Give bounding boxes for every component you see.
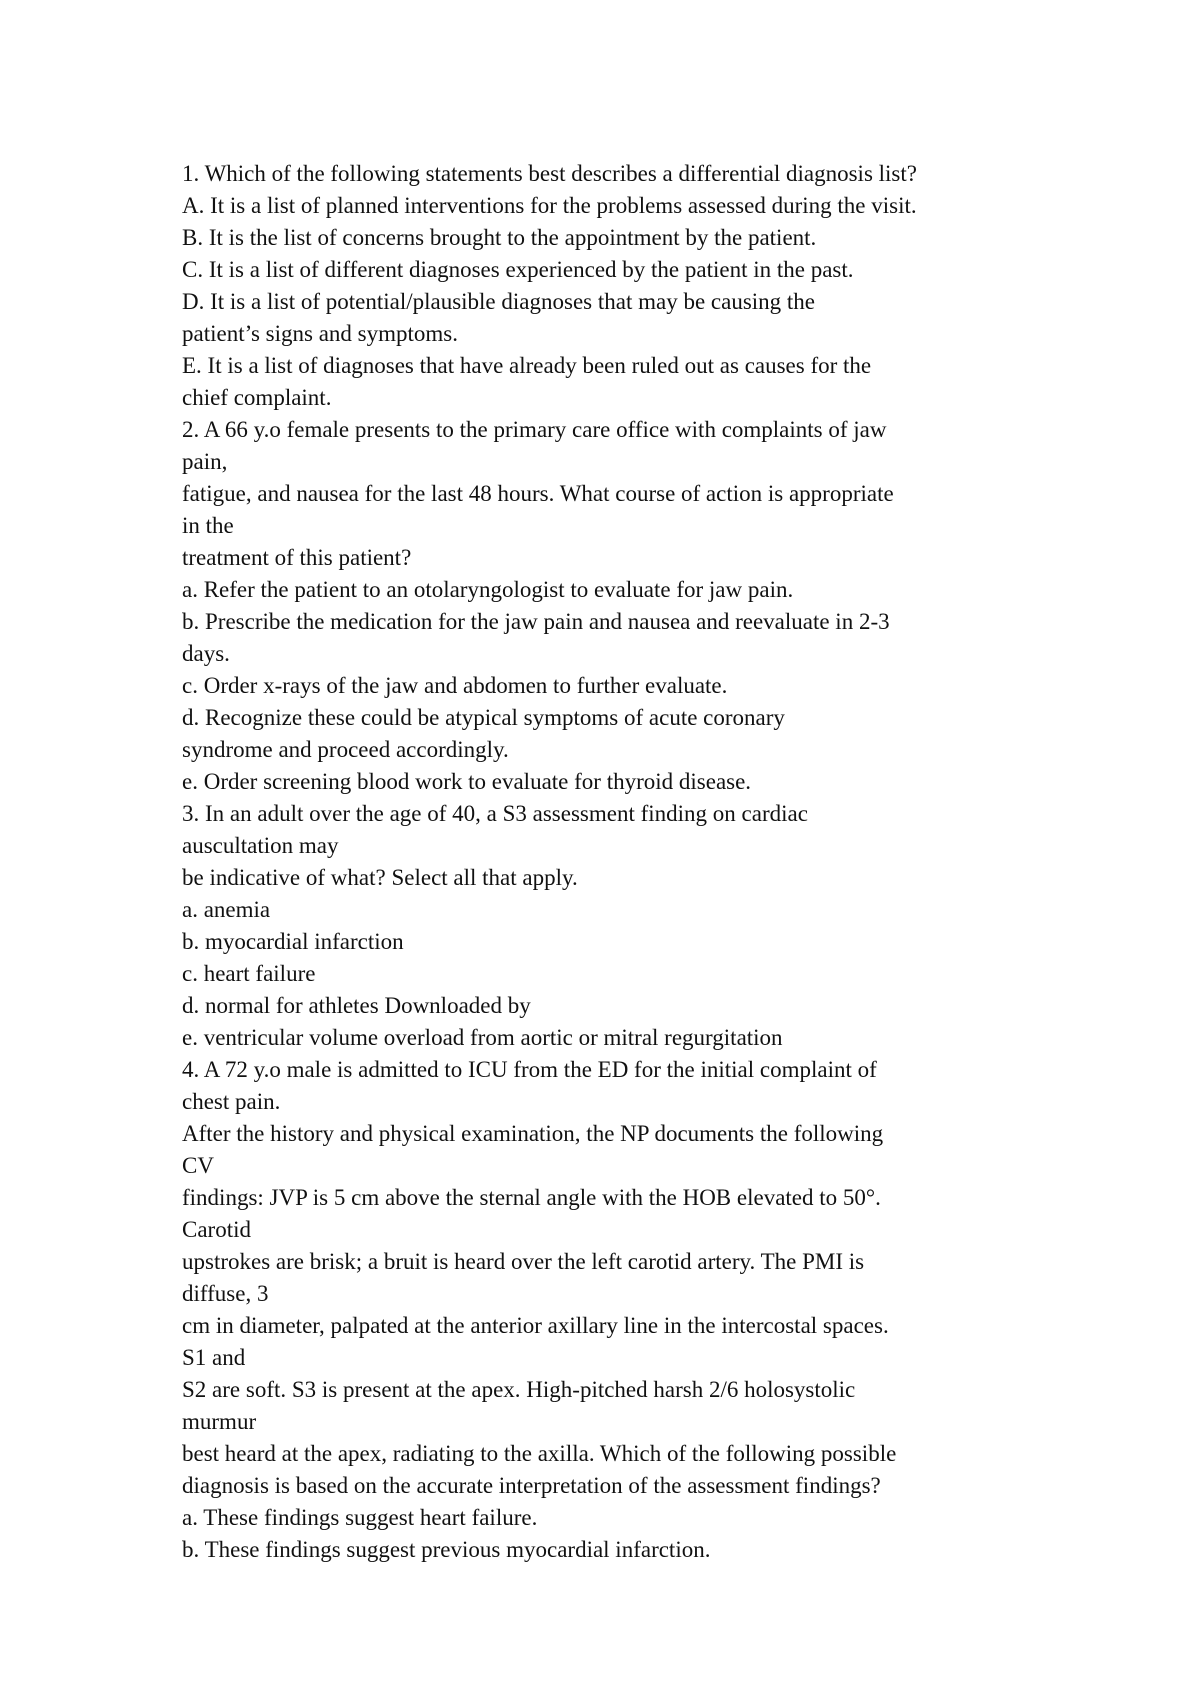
q4-question-cont: Carotid (182, 1217, 251, 1242)
q3-question-cont: be indicative of what? Select all that apply. (182, 865, 578, 890)
q4-question-cont: findings: JVP is 5 cm above the sternal angle with the HOB elevated to 50°. (182, 1185, 881, 1210)
q4-question-cont: diagnosis is based on the accurate interpretation of the assessment findings? (182, 1473, 881, 1498)
q4-option-a: a. These findings suggest heart failure. (182, 1505, 538, 1530)
q4-question-cont: S1 and (182, 1345, 246, 1370)
q3-option-e: e. ventricular volume overload from aortic or mitral regurgitation (182, 1025, 783, 1050)
q3-option-b: b. myocardial infarction (182, 929, 404, 954)
q1-option-a: A. It is a list of planned interventions for the problems assessed during the visit. (182, 193, 917, 218)
q4-question-cont: best heard at the apex, radiating to the axilla. Which of the following possible (182, 1441, 897, 1466)
q1-question: 1. Which of the following statements best describes a differential diagnosis list? (182, 161, 917, 186)
q2-option-c: c. Order x-rays of the jaw and abdomen to further evaluate. (182, 673, 728, 698)
q4-question-cont: cm in diameter, palpated at the anterior axillary line in the intercostal spaces. (182, 1313, 889, 1338)
q1-option-b: B. It is the list of concerns brought to the appointment by the patient. (182, 225, 817, 250)
q4-question-cont: diffuse, 3 (182, 1281, 269, 1306)
q1-option-d: D. It is a list of potential/plausible diagnoses that may be causing the (182, 289, 816, 314)
q2-option-a: a. Refer the patient to an otolaryngologist to evaluate for jaw pain. (182, 577, 794, 602)
q4-option-b: b. These findings suggest previous myocardial infarction. (182, 1537, 711, 1562)
q2-question-cont: treatment of this patient? (182, 545, 412, 570)
q3-question-cont: auscultation may (182, 833, 339, 858)
q3-option-d: d. normal for athletes Downloaded by (182, 993, 531, 1018)
q4-question-cont: upstrokes are brisk; a bruit is heard over the left carotid artery. The PMI is (182, 1249, 865, 1274)
q4-question-cont: S2 are soft. S3 is present at the apex. High-pitched harsh 2/6 holosystolic (182, 1377, 856, 1402)
q4-question-cont: murmur (182, 1409, 257, 1434)
q2-option-d: d. Recognize these could be atypical symptoms of acute coronary (182, 705, 785, 730)
q2-question-cont: fatigue, and nausea for the last 48 hours. What course of action is appropriate (182, 481, 894, 506)
q1-option-d-cont: patient’s signs and symptoms. (182, 321, 458, 346)
q3-question: 3. In an adult over the age of 40, a S3 assessment finding on cardiac (182, 801, 808, 826)
q4-question-cont: chest pain. (182, 1089, 281, 1114)
document-text (182, 158, 1042, 1566)
q2-question-cont: in the (182, 513, 234, 538)
q1-option-e: E. It is a list of diagnoses that have already been ruled out as causes for the (182, 353, 872, 378)
q1-option-e-cont: chief complaint. (182, 385, 332, 410)
q2-option-e: e. Order screening blood work to evaluate for thyroid disease. (182, 769, 752, 794)
q2-option-b-cont: days. (182, 641, 230, 666)
q4-question-cont: After the history and physical examination, the NP documents the following (182, 1121, 884, 1146)
q2-option-b: b. Prescribe the medication for the jaw pain and nausea and reevaluate in 2-3 (182, 609, 890, 634)
q1-option-c: C. It is a list of different diagnoses experienced by the patient in the past. (182, 257, 854, 282)
q2-option-d-cont: syndrome and proceed accordingly. (182, 737, 509, 762)
q3-option-c: c. heart failure (182, 961, 316, 986)
q2-question-cont: pain, (182, 449, 228, 474)
q4-question-cont: CV (182, 1153, 214, 1178)
q3-option-a: a. anemia (182, 897, 271, 922)
q4-question: 4. A 72 y.o male is admitted to ICU from the ED for the initial complaint of (182, 1057, 877, 1082)
q2-question: 2. A 66 y.o female presents to the primary care office with complaints of jaw (182, 417, 887, 442)
